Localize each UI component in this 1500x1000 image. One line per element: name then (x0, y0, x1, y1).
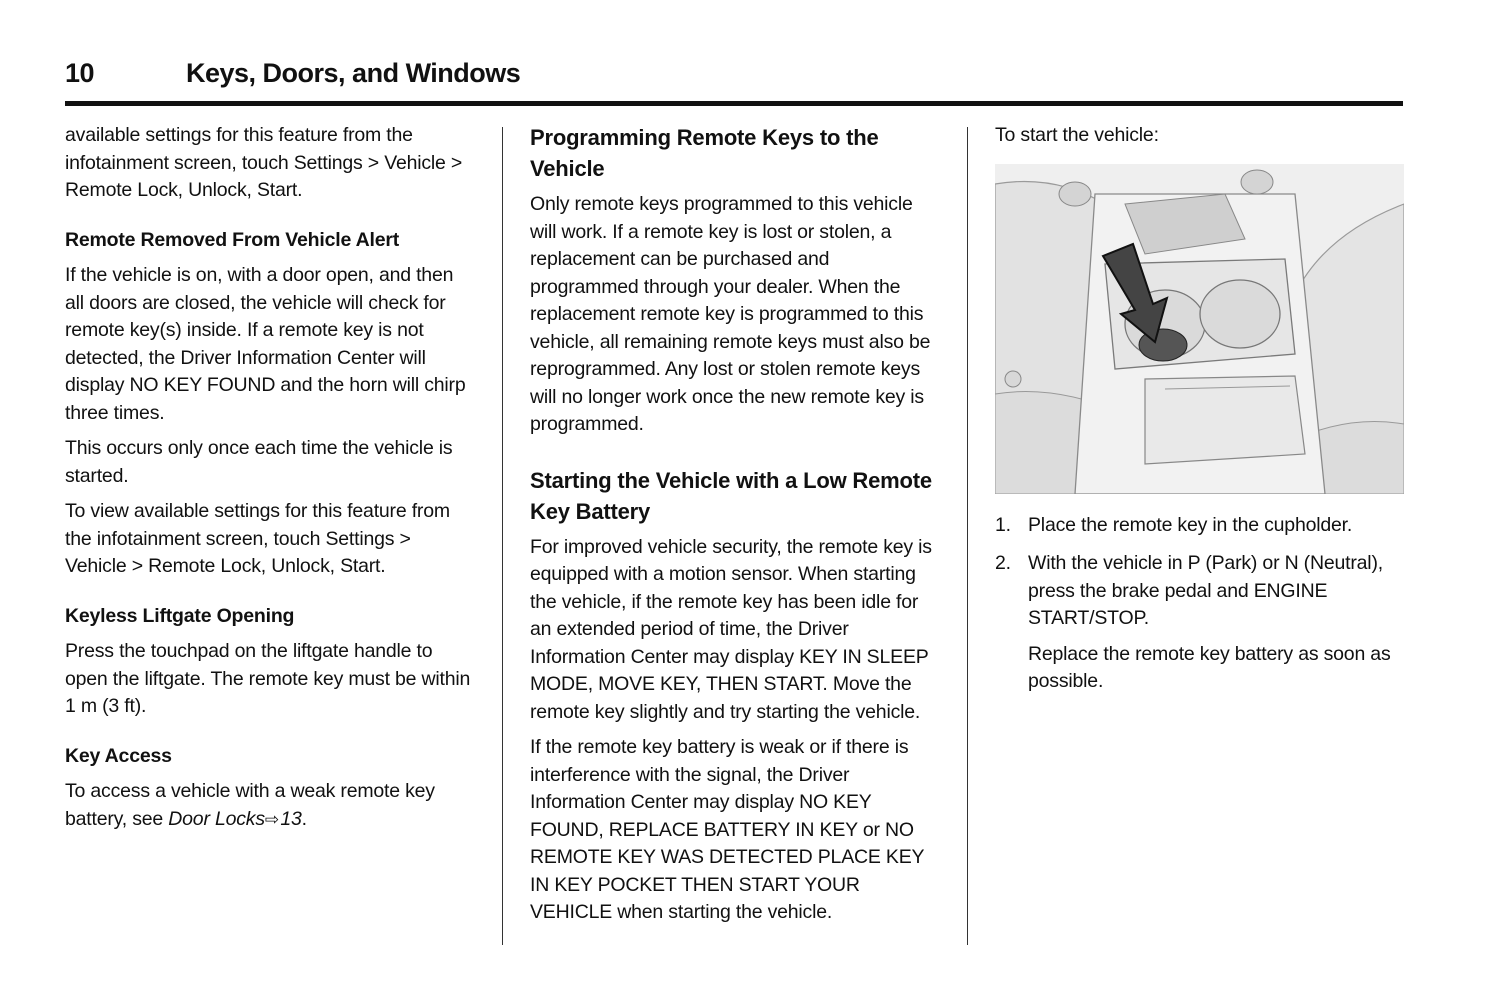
remote-removed-heading: Remote Removed From Vehicle Alert (65, 228, 400, 251)
step-number: 2. (995, 552, 1011, 574)
door-locks-link[interactable] (168, 808, 301, 830)
step-text: With the vehicle in P (Park) or N (Neutral), press the brake pedal and ENGINE START/STOP. (1028, 552, 1383, 629)
battery-note: Replace the remote key battery as soon as possible. (1028, 642, 1391, 692)
step-2 (995, 550, 1405, 633)
remote-removed-paragraph-2: This occurs only once each time the vehicle is started. (65, 437, 453, 487)
column-2 (530, 122, 942, 935)
step-1 (995, 512, 1405, 540)
keyless-liftgate-paragraph: Press the touchpad on the liftgate handle to open the liftgate. The remote key must be within 1 m (3 ft). (65, 640, 471, 717)
column-1 (65, 122, 477, 841)
remote-removed-paragraph-3: To view available settings for this feature from the infotainment screen, touch Settings > Vehicle > Remote Lock, Unlock, Start. (65, 500, 450, 577)
programming-heading: Programming Remote Keys to the Vehicle (530, 125, 879, 181)
start-intro: To start the vehicle: (995, 124, 1159, 146)
page-number: 10 (65, 58, 95, 88)
key-access-suffix: . (301, 807, 307, 830)
page-reference-icon: ⇨ (264, 809, 279, 829)
door-locks-page: 13 (280, 807, 302, 830)
page-header (65, 58, 1403, 106)
low-battery-paragraph-2: If the remote key battery is weak or if there is interference with the signal, the Driver Information Center may display NO KEY FOUND, REPLACE BATTERY IN KEY or NO REMOTE KEY WAS DETECTED PLACE KEY IN KEY POCKET THEN START YOUR VEHICLE when starting the vehicle. (530, 736, 924, 923)
intro-paragraph: available settings for this feature from the infotainment screen, touch Settings > Vehicle > Remote Lock, Unlock, Start. (65, 124, 463, 201)
keyless-liftgate-heading: Keyless Liftgate Opening (65, 604, 295, 627)
start-steps (995, 512, 1405, 633)
key-access-paragraph (65, 778, 477, 833)
low-battery-heading: Starting the Vehicle with a Low Remote Key Battery (530, 467, 932, 524)
key-access-text: To access a vehicle with a weak remote key battery, see (65, 780, 435, 830)
programming-paragraph: Only remote keys programmed to this vehicle will work. If a remote key is lost or stolen, a replacement can be purchased and programmed through your dealer. When the replacement remote key is programmed to this vehicle, all remaining remote keys must also be reprogrammed. Any lost or stolen remote keys will no longer work once the new remote key is programmed. (530, 193, 931, 435)
section-title: Keys, Doors, and Windows (186, 58, 521, 88)
remote-removed-paragraph-1: If the vehicle is on, with a door open, and then all doors are closed, the vehicle will check for remote key(s) inside. If a remote key is not detected, the Driver Information Center will display NO KEY FOUND and the horn will chirp three times. (65, 264, 466, 424)
column-divider-1 (502, 127, 503, 945)
column-3 (995, 122, 1405, 704)
door-locks-link-text: Door Locks (168, 807, 265, 830)
column-divider-2 (967, 127, 968, 945)
key-access-heading: Key Access (65, 744, 172, 767)
step-number: 1. (995, 513, 1011, 536)
header-rule (65, 101, 1403, 106)
step-text: Place the remote key in the cupholder. (1028, 513, 1353, 536)
low-battery-paragraph-1: For improved vehicle security, the remote key is equipped with a motion sensor. When starting the vehicle, if the remote key has been idle for an extended period of time, the Driver Information Center may display KEY IN SLEEP MODE, MOVE KEY, THEN START. Move the remote key slightly and try starting the vehicle. (530, 535, 932, 723)
cupholder-illustration (995, 164, 1404, 494)
